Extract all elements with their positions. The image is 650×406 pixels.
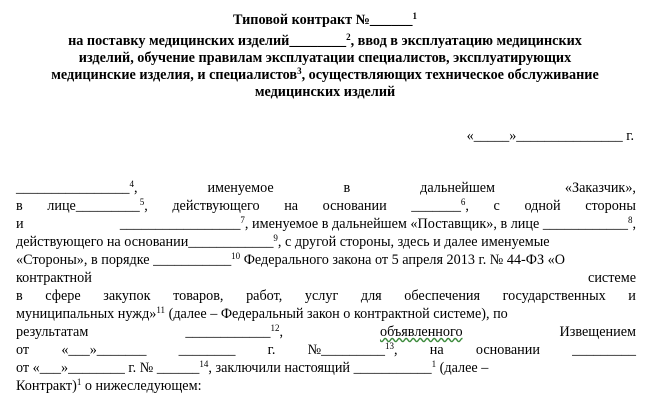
- contract-subject-line-4: медицинских изделий: [254, 84, 396, 100]
- body-line-5: «Стороны», в порядке ___________$^{10}$ Федерального закона от 5 апреля 2013 г. № 44-ФЗ «О: [16, 251, 565, 268]
- body-line-9: результатам ____________$^{12}$, объявленного Извещением: [16, 323, 636, 340]
- body-line-8: муниципальных нужд»$^{11}$ (далее – Федеральный закон о контрактной системе), по: [16, 305, 508, 322]
- contract-title: Типовой контракт №______$^1$: [233, 11, 417, 28]
- contract-subject-line-1: на поставку медицинских изделий________$^2$, ввод в эксплуатацию медицинских: [68, 32, 582, 49]
- body-line-10: от «___»_______ ________ г. №_________$^{13}$, на основании _________: [16, 341, 636, 358]
- body-line-12: Контракт)$^1$ о нижеследующем:: [16, 377, 202, 394]
- body-line-6: контрактной системе: [16, 270, 636, 286]
- contract-subject-line-2: изделий, обучение правилам эксплуатации специалистов, эксплуатирующих: [78, 50, 572, 66]
- body-line-11: от «___»________ г. № ______$^{14}$, заключили настоящий ___________$^1$ (далее –: [16, 359, 489, 376]
- contract-subject-line-3: медицинские изделия, и специалистов$^3$, осуществляющих техническое обслуживание: [51, 66, 599, 83]
- body-line-3: и _________________$^7$, именуемое в дальнейшем «Поставщик», в лице ____________$^8$,: [16, 215, 636, 232]
- body-line-4: действующего на основании____________$^9$, с другой стороны, здесь и далее именуемые: [16, 233, 550, 250]
- body-line-7: в сфере закупок товаров, работ, услуг для обеспечения государственных и: [16, 288, 636, 304]
- body-line-2: в лице_________$^5$, действующего на основании _______$^6$, с одной стороны: [16, 197, 636, 214]
- body-line-1: ________________$^4$, именуемое в дальнейшем «Заказчик»,: [16, 179, 636, 196]
- contract-date-line: «_____»_______________ г.: [466, 128, 634, 144]
